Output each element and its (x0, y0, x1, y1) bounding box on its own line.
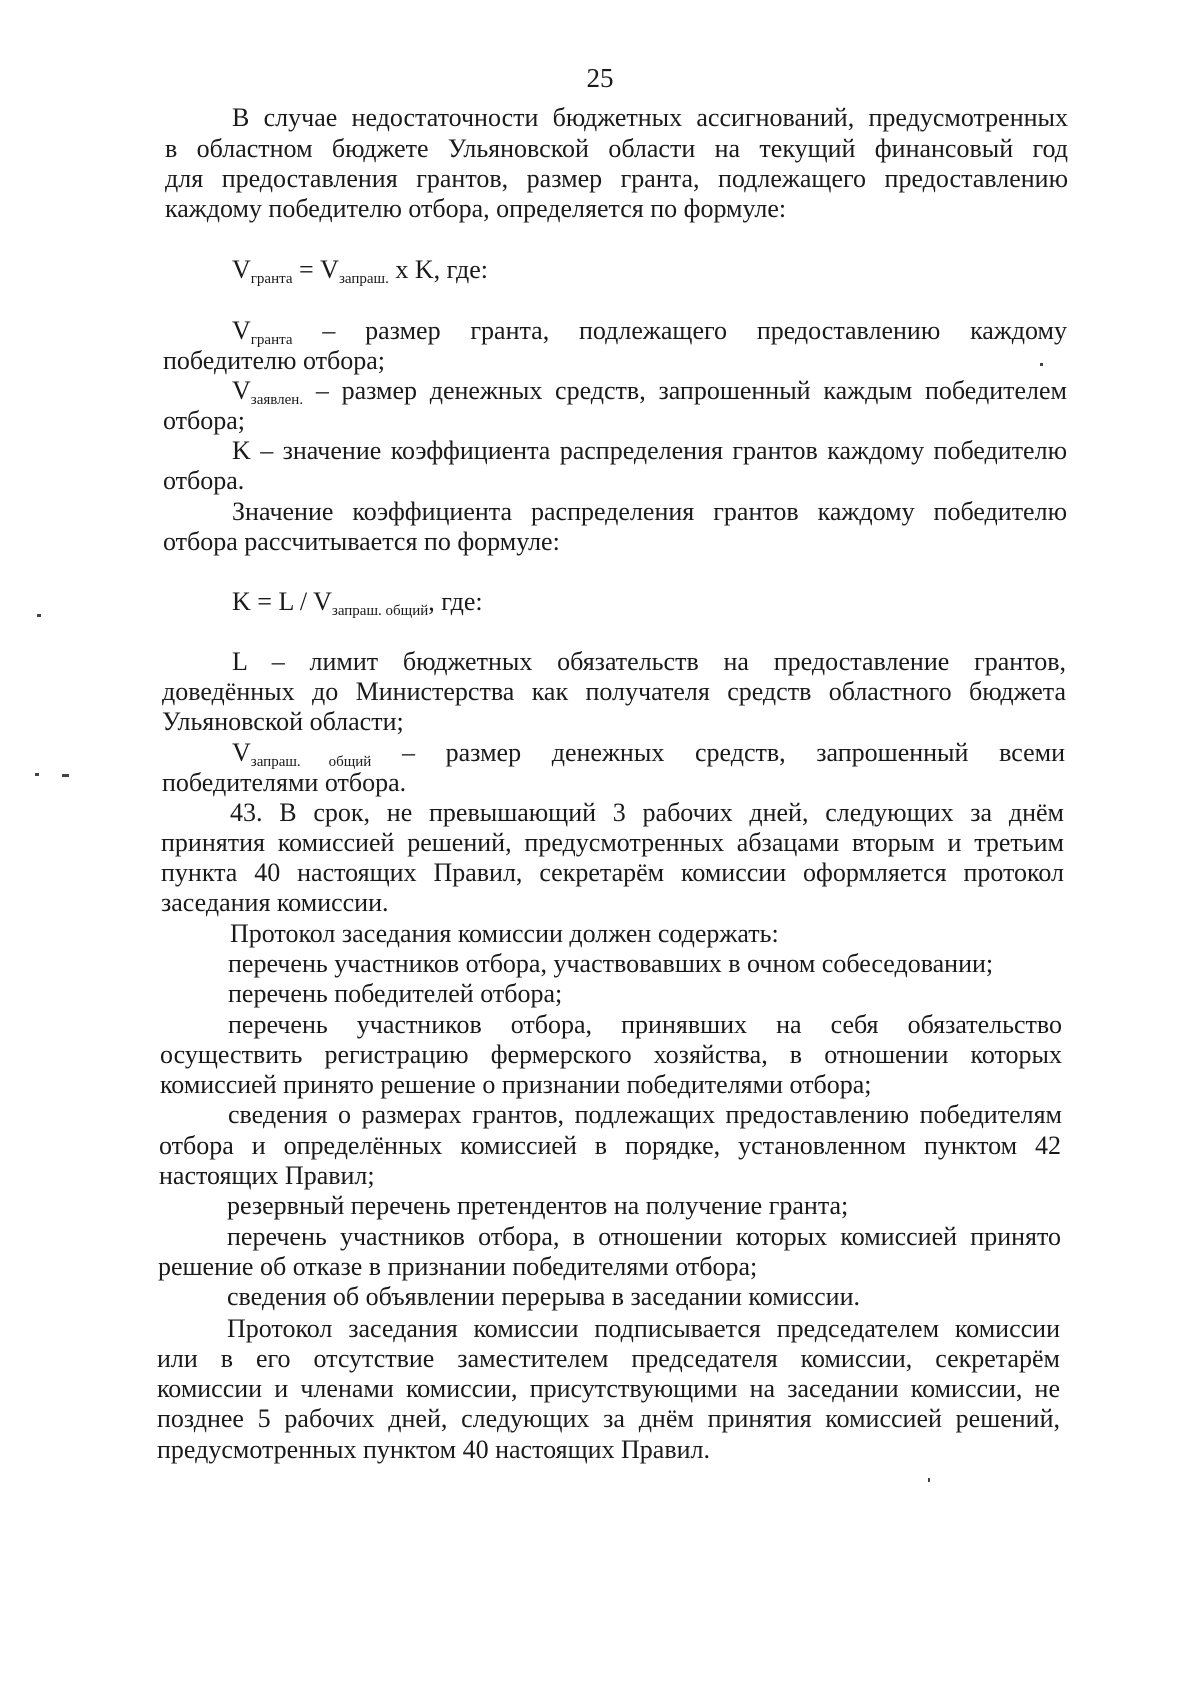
text-line: отбора. (163, 466, 245, 495)
formula-rest: х K, где: (388, 255, 488, 284)
formula-eq: = V (292, 255, 339, 284)
text-line: Значение коэффициента распределения грантов каждому победителю (232, 497, 1067, 526)
text-line: перечень участников отбора, участвовавших в очном собеседовании; (228, 949, 994, 978)
text-line: или в его отсутствие заместителем председателя комиссии, секретарём (157, 1344, 1060, 1373)
text-line: отбора; (163, 406, 246, 435)
text-line: заседания комиссии. (161, 888, 389, 917)
text-line: отбора и определённых комиссией в порядке, установленном пунктом 42 (159, 1131, 1061, 1160)
text-line: В случае недостаточности бюджетных ассигнований, предусмотренных (232, 103, 1068, 132)
text-line: осуществить регистрацию фермерского хозяйства, в отношении которых (160, 1040, 1062, 1069)
formula-subscript: гранта (250, 271, 293, 287)
scan-speck (37, 614, 41, 617)
text-line: Ульяновской области; (162, 707, 404, 736)
text-line: принятия комиссией решений, предусмотренных абзацами вторым и третьим (161, 828, 1064, 857)
text-line: комиссии и членами комиссии, присутствующими на заседании комиссии, не (157, 1374, 1060, 1403)
text-line: L – лимит бюджетных обязательств на предоставление грантов, (232, 647, 1066, 676)
formula-rest: , где: (428, 587, 483, 616)
definition-subscript: запраш. общий (250, 754, 372, 770)
text-line: перечень участников отбора, в отношении которых комиссией принято (227, 1222, 1061, 1251)
definition-line (232, 737, 1065, 769)
scan-speck (1040, 363, 1043, 366)
scan-speck (35, 773, 39, 776)
text-line: отбора рассчитывается по формуле: (163, 527, 560, 556)
text-line: сведения об объявлении перерыва в заседании комиссии. (227, 1282, 861, 1311)
definition-subscript: заявлен. (250, 392, 304, 408)
definition-line (232, 315, 1067, 347)
text-line: победителями отбора. (162, 768, 407, 797)
text-line: пункта 40 настоящих Правил, секретарём комиссии оформляется протокол (161, 858, 1064, 887)
definition-var: V (232, 738, 251, 767)
formula-subscript: запраш. общий (331, 603, 429, 619)
text-line: в областном бюджете Ульяновской области на текущий финансовый год (165, 134, 1068, 163)
formula-grant (232, 254, 488, 286)
text-line: резервный перечень претендентов на получение гранта; (227, 1191, 849, 1220)
formula-subscript: запраш. (338, 271, 389, 287)
text-line: K – значение коэффициента распределения грантов каждому победителю (232, 436, 1067, 465)
formula-coefficient (232, 586, 483, 618)
definition-text: – размер денежных средств, запрошенный всеми (371, 738, 1065, 767)
definition-text: – размер гранта, подлежащего предоставлению каждому (292, 316, 1067, 345)
definition-var: V (232, 376, 251, 405)
definition-text: – размер денежных средств, запрошенный каждым победителем (303, 376, 1067, 405)
scan-speck (928, 1478, 930, 1482)
text-line: Протокол заседания комиссии подписывается председателем комиссии (227, 1314, 1060, 1343)
scan-speck (62, 774, 69, 777)
formula-var: V (232, 255, 251, 284)
text-line: перечень участников отбора, принявших на себя обязательство (228, 1010, 1062, 1039)
text-line: перечень победителей отбора; (228, 979, 563, 1008)
formula-start: K = L / V (232, 587, 332, 616)
text-line: 43. В срок, не превышающий 3 рабочих дней, следующих за днём (230, 798, 1064, 827)
text-line: Протокол заседания комиссии должен содержать: (230, 919, 779, 948)
definition-var: V (232, 316, 251, 345)
text-line: комиссией принято решение о признании победителями отбора; (160, 1070, 872, 1099)
text-line: каждому победителю отбора, определяется по формуле: (165, 194, 787, 223)
definition-subscript: гранта (250, 332, 293, 348)
text-line: для предоставления грантов, размер гранта, подлежащего предоставлению (165, 164, 1068, 193)
text-line: победителю отбора; (163, 346, 385, 375)
text-line: предусмотренных пунктом 40 настоящих Правил. (157, 1435, 710, 1464)
text-line: позднее 5 рабочих дней, следующих за днём принятия комиссией решений, (157, 1404, 1060, 1433)
text-line: решение об отказе в признании победителями отбора; (158, 1252, 758, 1281)
text-line: доведённых до Министерства как получателя средств областного бюджета (162, 677, 1066, 706)
text-line: сведения о размерах грантов, подлежащих предоставлению победителям (228, 1100, 1062, 1129)
page-number: 25 (586, 63, 614, 93)
text-line: настоящих Правил; (159, 1161, 375, 1190)
definition-line (232, 375, 1067, 407)
